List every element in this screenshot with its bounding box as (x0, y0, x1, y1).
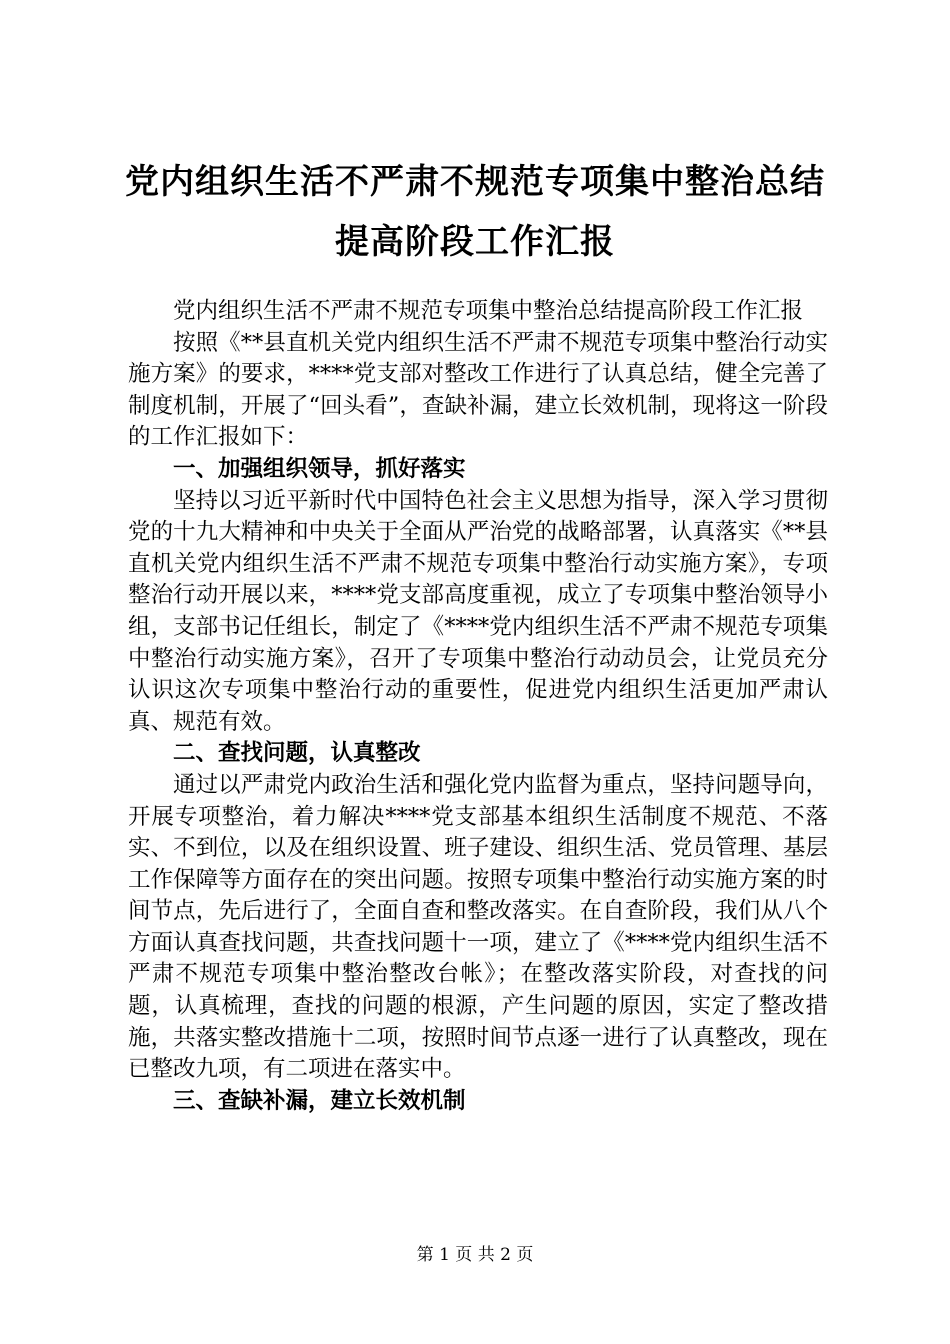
document-title-line1: 党内组织生活不严肃不规范专项集中整治总结 (125, 162, 825, 202)
paragraph-2: 坚持以习近平新时代中国特色社会主义思想为指导，深入学习贯彻党的十九大精神和中央关于全面从严治党的战略部署，认真落实《**县直机关党内组织生活不严肃不规范专项集中整治行动实施方案》，专项整治行动开展以来，****党支部高度重视，成立了专项集中整治领导小组，支部书记任组长，制定了《****党内组织生活不严肃不规范专项集中整治行动实施方案》，召开了专项集中整治行动动员会，让党员充分认识这次专项集中整治行动的重要性，促进党内组织生活更加严肃认真、规范有效。 (128, 487, 828, 735)
document-title-line2: 提高阶段工作汇报 (335, 222, 615, 262)
section-heading-3: 三、查缺补漏，建立长效机制 (173, 1087, 466, 1114)
paragraph-3: 通过以严肃党内政治生活和强化党内监督为重点，坚持问题导向，开展专项整治，着力解决****党支部基本组织生活制度不规范、不落实、不到位，以及在组织设置、班子建设、组织生活、党员管理、基层工作保障等方面存在的突出问题。按照专项集中整治行动实施方案的时间节点，先后进行了，全面自查和整改落实。在自查阶段，我们从八个方面认真查找问题，共查找问题十一项，建立了《****党内组织生活不严肃不规范专项集中整治整改台帐》；在整改落实阶段，对查找的问题，认真梳理，查找的问题的根源，产生问题的原因，实定了整改措施，共落实整改措施十二项，按照时间节点逐一进行了认真整改，现在已整改九项，有二项进在落实中。 (128, 771, 828, 1083)
paragraph-1: 按照《**县直机关党内组织生活不严肃不规范专项集中整治行动实施方案》的要求，****党支部对整改工作进行了认真总结，健全完善了制度机制，开展了“回头看”，查缺补漏，建立长效机制，现将这一阶段的工作汇报如下： (128, 329, 828, 451)
document-body (128, 296, 828, 1117)
section-heading-1: 一、加强组织领导，抓好落实 (173, 455, 466, 482)
page-footer: 第 1 页 共 2 页 (416, 1245, 534, 1265)
intro-paragraph: 党内组织生活不严肃不规范专项集中整治总结提高阶段工作汇报 (173, 298, 804, 324)
section-heading-2: 二、查找问题，认真整改 (173, 740, 421, 767)
